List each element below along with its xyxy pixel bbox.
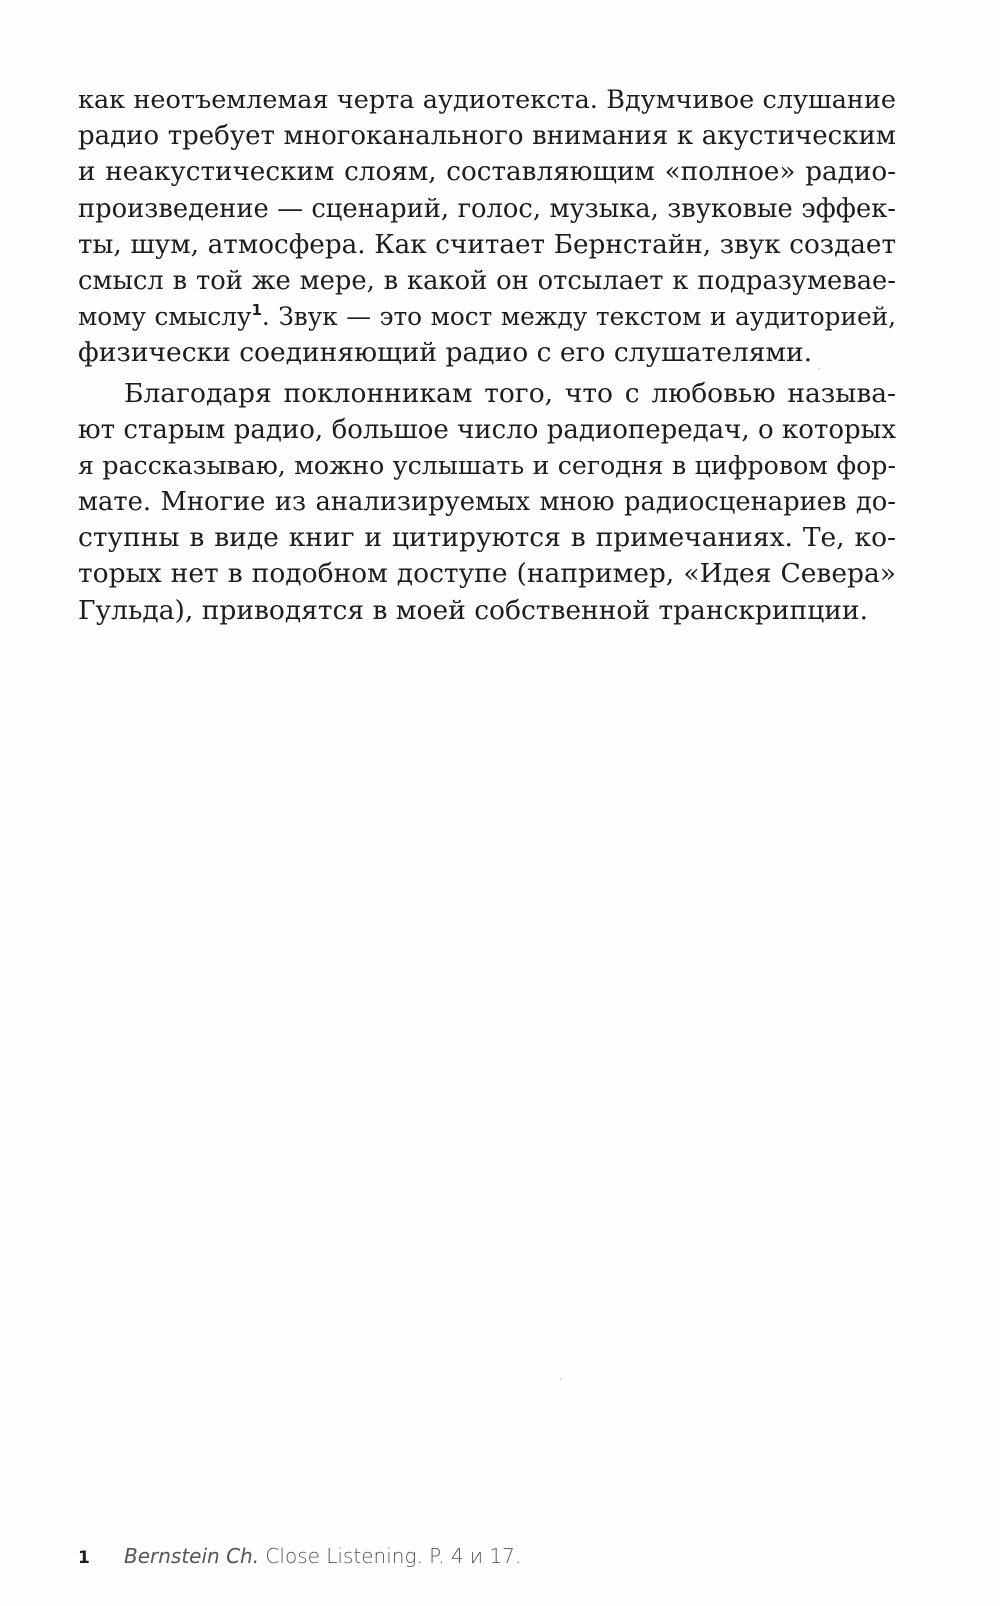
main-text <box>78 82 896 629</box>
text-line: ступны в виде книг и цитируются в примечаниях. Те, ко- <box>78 522 896 554</box>
text-line: как неотъемлемая черта аудиотекста. Вдумчивое слушание <box>78 85 896 115</box>
footnote-number: 1 <box>78 1548 90 1568</box>
text-line: физически соединяющий радио с его слушателями. <box>78 337 813 369</box>
text-segment: мому смыслу <box>78 302 252 332</box>
text-line: смысл в той же мере, в какой он отсылает к подразумевае- <box>78 265 896 296</box>
text-line: торых нет в подобном доступе (например, «Идея Севера» <box>78 558 896 590</box>
text-line-with-footnote <box>78 299 896 335</box>
footnote-reference[interactable]: 1 <box>251 301 262 320</box>
paper-speck <box>560 1378 562 1380</box>
text-line: ты, шум, атмосфера. Как считает Бернстайн, звук создает <box>78 229 896 260</box>
footnote-author: Bernstein Ch. <box>124 1544 260 1568</box>
text-line: я рассказываю, можно услышать и сегодня в цифровом фор- <box>78 450 896 480</box>
text-line: ют старым радио, большое число радиопередач, о которых <box>78 414 896 445</box>
text-line: произведение — сценарий, голос, музыка, звуковые эффек- <box>78 193 896 224</box>
footnote <box>78 1544 521 1568</box>
text-line: Гульда), приводятся в моей собственной транскрипции. <box>78 594 869 626</box>
footnote-text: Close Listening. P. 4 и 17. <box>259 1544 522 1568</box>
paragraph-2 <box>78 376 896 629</box>
text-segment: . Звук — это мост между текстом и аудиторией, <box>261 302 896 332</box>
text-line: радио требует многоканального внимания к акустическим <box>78 121 896 152</box>
text-line: Благодаря поклонникам того, что с любовью называ- <box>124 377 896 409</box>
paragraph-1 <box>78 82 896 372</box>
paper-speck <box>818 368 820 370</box>
text-line: и неакустическим слоям, составляющим «полное» радио- <box>78 157 896 188</box>
text-line: мате. Многие из анализируемых мною радиосценариев до- <box>78 487 896 518</box>
